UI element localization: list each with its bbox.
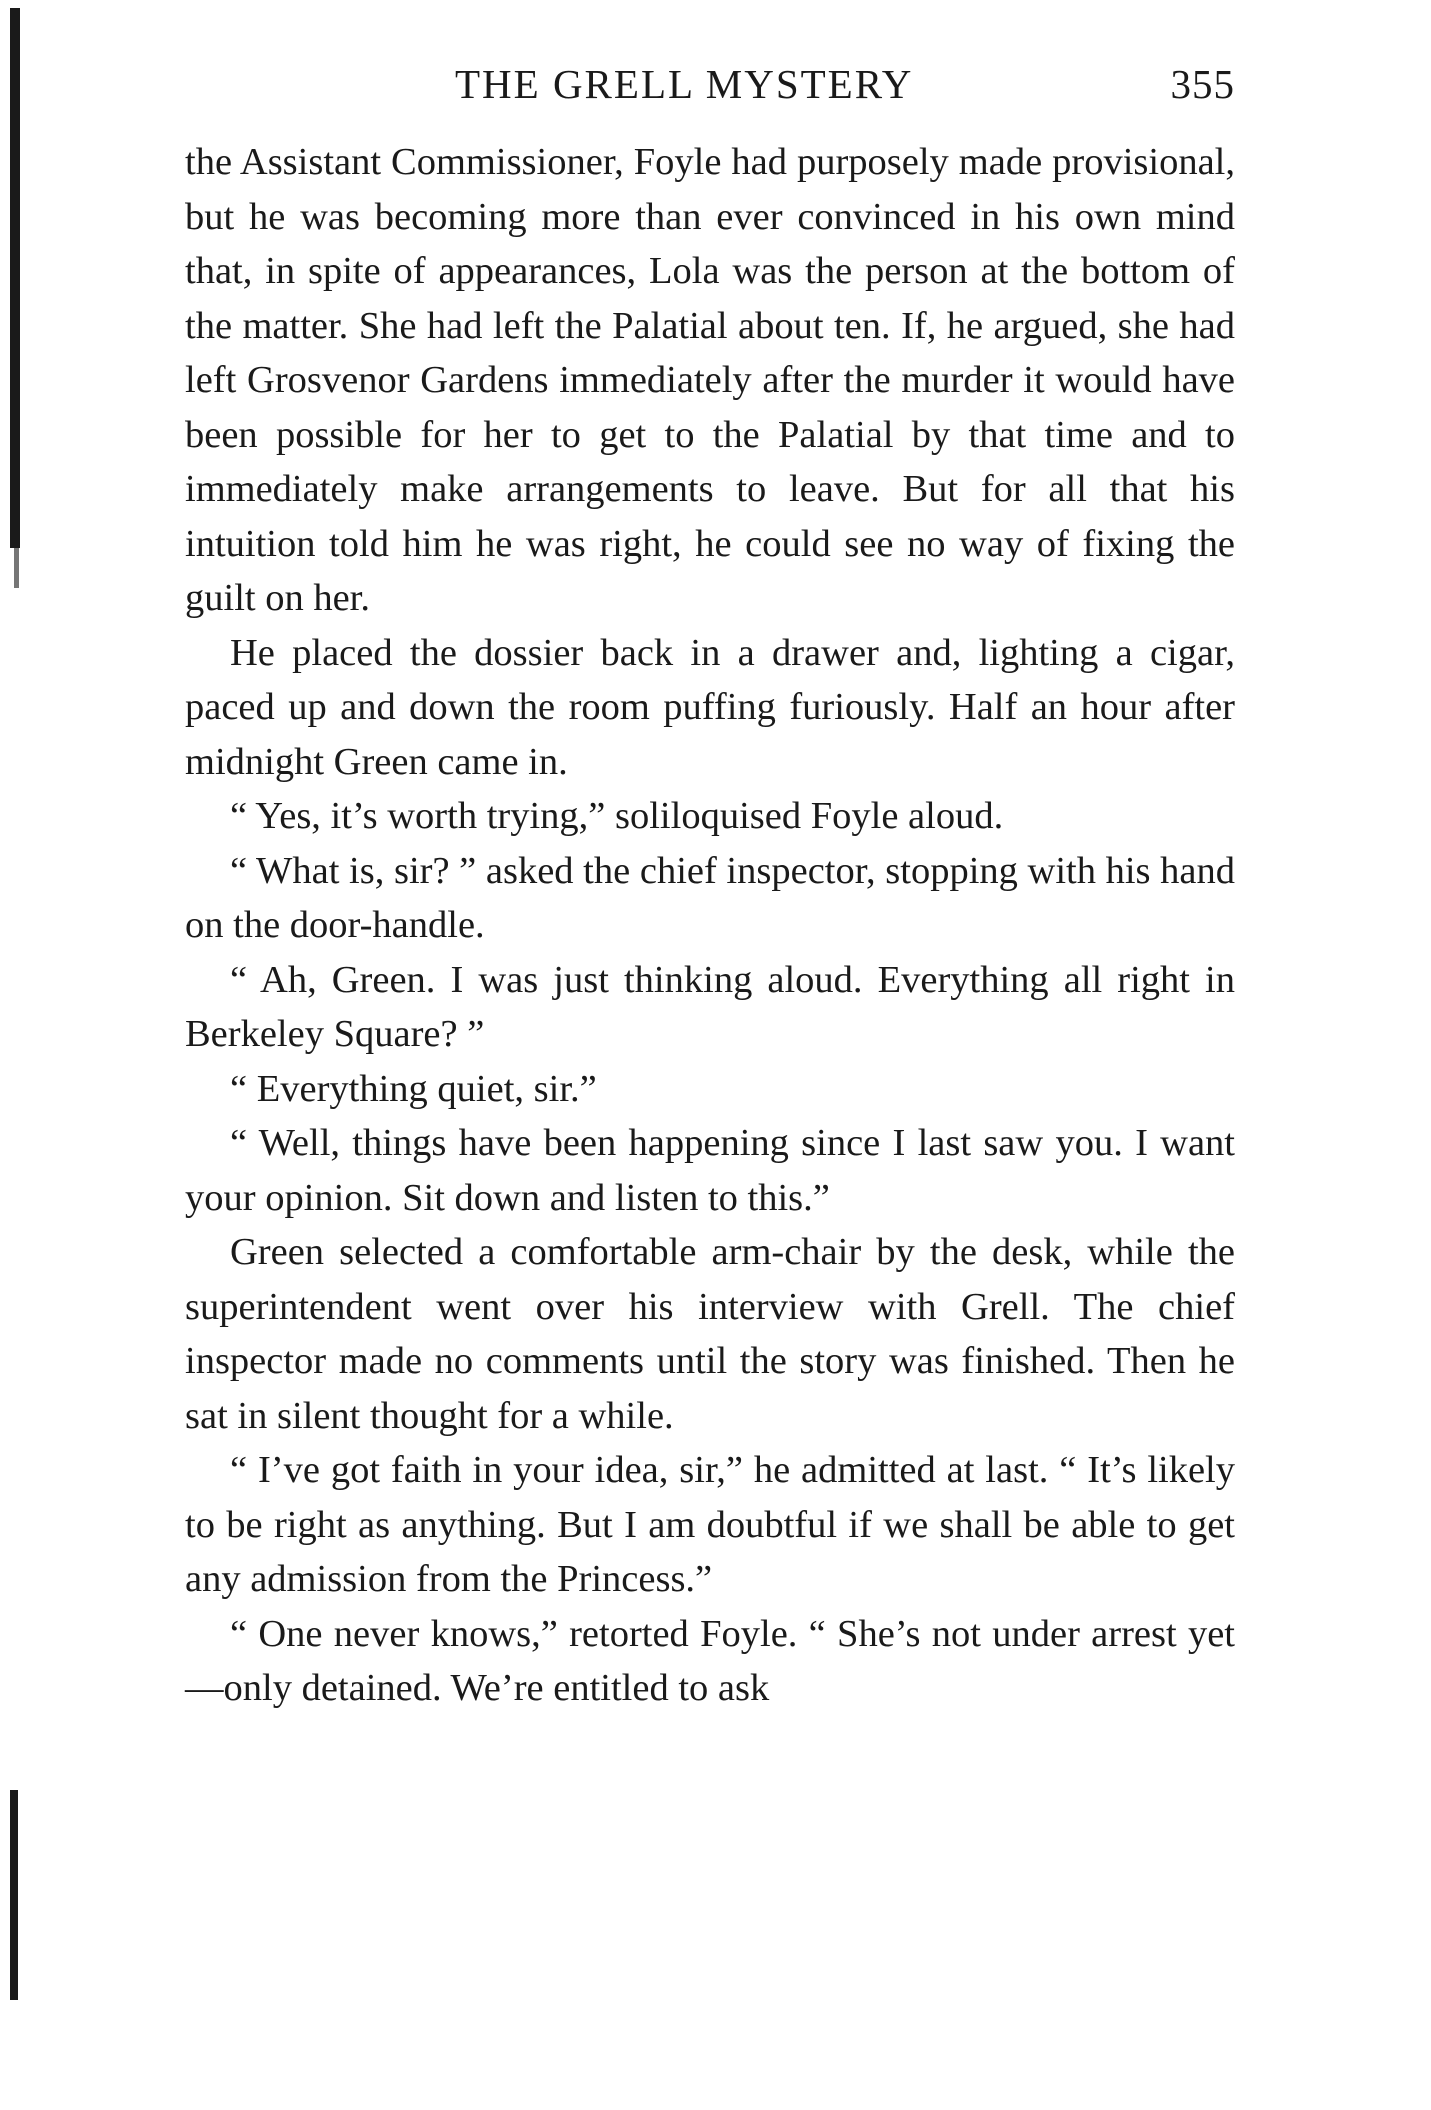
running-title: THE GRELL MYSTERY [455, 61, 914, 107]
paragraph: “ Ah, Green. I was just thinking aloud. Everything all right in Berkeley Square? ” [185, 958, 1235, 1055]
body-text [185, 135, 1235, 1716]
binding-edge-mark [10, 8, 20, 548]
paragraph: Green selected a comfortable arm-chair by the desk, while the superintendent went over his interview with Grell. The chief inspector made no comments until the story was finished. Then he sat in silent thought for a while. [185, 1231, 1235, 1437]
paragraph: “ One never knows,” retorted Foyle. “ She’s not under arrest yet—only detained. We’re entitled to ask [185, 1612, 1235, 1709]
binding-edge-mark [14, 548, 19, 588]
running-header [185, 60, 1235, 120]
paragraph: “ Well, things have been happening since I last saw you. I want your opinion. Sit down and listen to this.” [185, 1122, 1235, 1219]
paragraph: the Assistant Commissioner, Foyle had purposely made provisional, but he was becoming more than ever convinced in his own mind that, in spite of appearances, Lola was the person at the bottom of the matter. She had left the Palatial about ten. If, he argued, she had left Grosvenor Gardens immediately after the murder it would have been possible for her to get to the Palatial by that time and to immediately make arrangements to leave. But for all that his intuition told him he was right, he could see no way of fixing the guilt on her. [185, 141, 1235, 619]
paragraph: “ I’ve got faith in your idea, sir,” he admitted at last. “ It’s likely to be right as anything. But I am doubtful if we shall be able to get any admission from the Princess.” [185, 1449, 1235, 1600]
binding-edge-mark [10, 1790, 18, 2000]
page-number: 355 [1170, 61, 1235, 107]
paragraph: “ Yes, it’s worth trying,” soliloquised Foyle aloud. [230, 795, 1004, 837]
paragraph: “ What is, sir? ” asked the chief inspector, stopping with his hand on the door-handle. [185, 849, 1235, 946]
paragraph: He placed the dossier back in a drawer and, lighting a cigar, paced up and down the room puffing furiously. Half an hour after midnight Green came in. [185, 631, 1235, 783]
paragraph: “ Everything quiet, sir.” [230, 1067, 597, 1110]
